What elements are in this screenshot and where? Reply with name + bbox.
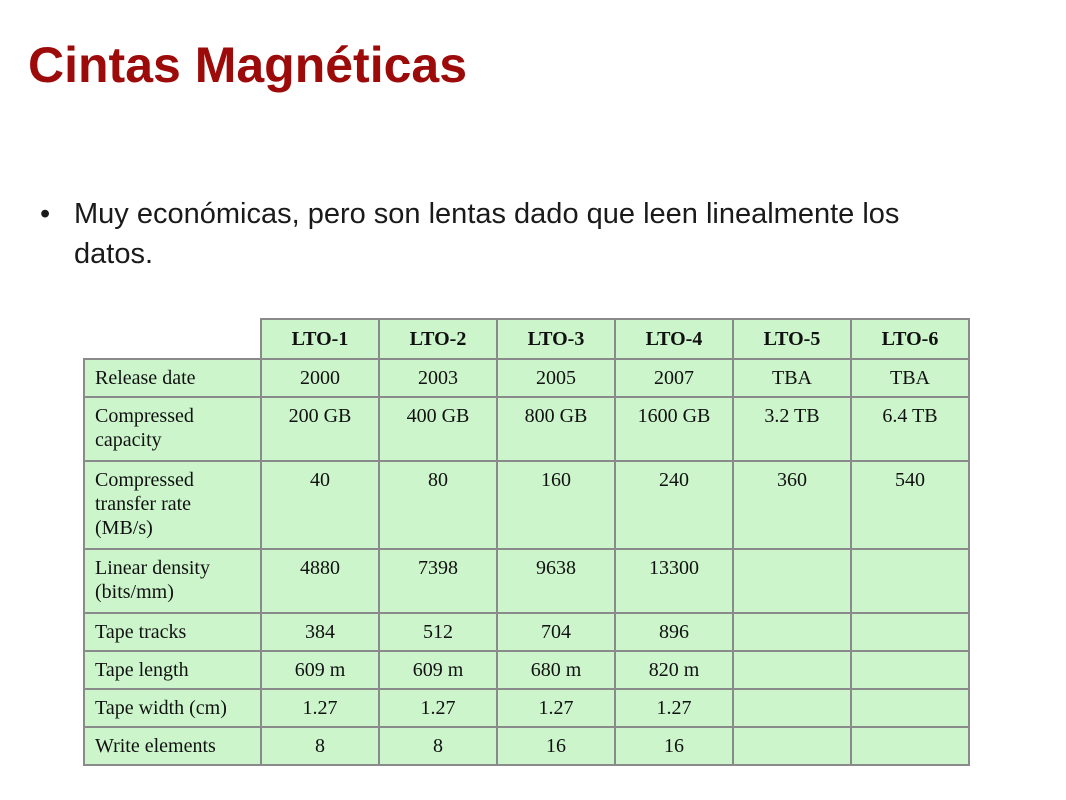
- table-cell: 240: [615, 461, 733, 549]
- lto-comparison-table: [83, 318, 970, 766]
- table-cell: 80: [379, 461, 497, 549]
- table-cell: [851, 613, 969, 651]
- table-cell: TBA: [851, 359, 969, 397]
- column-header: LTO-1: [261, 319, 379, 359]
- table-row: [84, 651, 969, 689]
- table-cell: 400 GB: [379, 397, 497, 461]
- table-row: [84, 689, 969, 727]
- row-label: Tape tracks: [84, 613, 261, 651]
- table-cell: 3.2 TB: [733, 397, 851, 461]
- table-cell: 1600 GB: [615, 397, 733, 461]
- table-cell: 512: [379, 613, 497, 651]
- table-cell: [733, 613, 851, 651]
- table-row: [84, 461, 969, 549]
- table-corner-cell: [84, 319, 261, 359]
- column-header: LTO-6: [851, 319, 969, 359]
- row-label: Linear density (bits/mm): [84, 549, 261, 613]
- table-cell: [733, 651, 851, 689]
- table-cell: 360: [733, 461, 851, 549]
- table-cell: 1.27: [261, 689, 379, 727]
- column-header: LTO-3: [497, 319, 615, 359]
- row-label: Release date: [84, 359, 261, 397]
- table-cell: [851, 727, 969, 765]
- table-cell: 680 m: [497, 651, 615, 689]
- table-cell: 896: [615, 613, 733, 651]
- bullet-marker: •: [40, 198, 51, 230]
- table-cell: 609 m: [379, 651, 497, 689]
- row-label: Write elements: [84, 727, 261, 765]
- bullet-item: [40, 194, 900, 274]
- table-cell: [851, 549, 969, 613]
- table-cell: 820 m: [615, 651, 733, 689]
- table-cell: 8: [379, 727, 497, 765]
- table-cell: 384: [261, 613, 379, 651]
- table-cell: 2007: [615, 359, 733, 397]
- table-cell: [733, 689, 851, 727]
- column-header: LTO-2: [379, 319, 497, 359]
- table-cell: 540: [851, 461, 969, 549]
- table-cell: 7398: [379, 549, 497, 613]
- table-cell: 9638: [497, 549, 615, 613]
- table-cell: 6.4 TB: [851, 397, 969, 461]
- row-label: Compressed capacity: [84, 397, 261, 461]
- table-cell: 800 GB: [497, 397, 615, 461]
- table-cell: [851, 689, 969, 727]
- table-row: [84, 397, 969, 461]
- table-cell: 4880: [261, 549, 379, 613]
- table-cell: 1.27: [497, 689, 615, 727]
- table-cell: 40: [261, 461, 379, 549]
- table-cell: 16: [615, 727, 733, 765]
- table-row: [84, 613, 969, 651]
- table-cell: 200 GB: [261, 397, 379, 461]
- table-cell: 160: [497, 461, 615, 549]
- table-cell: 704: [497, 613, 615, 651]
- table-cell: TBA: [733, 359, 851, 397]
- table-cell: [733, 727, 851, 765]
- table-cell: 609 m: [261, 651, 379, 689]
- table-cell: 8: [261, 727, 379, 765]
- slide-title: Cintas Magnéticas: [28, 37, 468, 93]
- table-cell: [851, 651, 969, 689]
- table-row: [84, 549, 969, 613]
- table-cell: 13300: [615, 549, 733, 613]
- table-cell: 1.27: [615, 689, 733, 727]
- table-row: [84, 727, 969, 765]
- table-cell: 2000: [261, 359, 379, 397]
- table-cell: 2003: [379, 359, 497, 397]
- row-label: Tape length: [84, 651, 261, 689]
- bullet-list: [40, 194, 900, 274]
- column-header: LTO-5: [733, 319, 851, 359]
- row-label: Compressed transfer rate (MB/s): [84, 461, 261, 549]
- row-label: Tape width (cm): [84, 689, 261, 727]
- table-header-row: [84, 319, 969, 359]
- table-row: [84, 359, 969, 397]
- column-header: LTO-4: [615, 319, 733, 359]
- bullet-text: Muy económicas, pero son lentas dado que leen linealmente los datos.: [74, 198, 900, 270]
- table-cell: 1.27: [379, 689, 497, 727]
- table-cell: 2005: [497, 359, 615, 397]
- table-cell: 16: [497, 727, 615, 765]
- table-cell: [733, 549, 851, 613]
